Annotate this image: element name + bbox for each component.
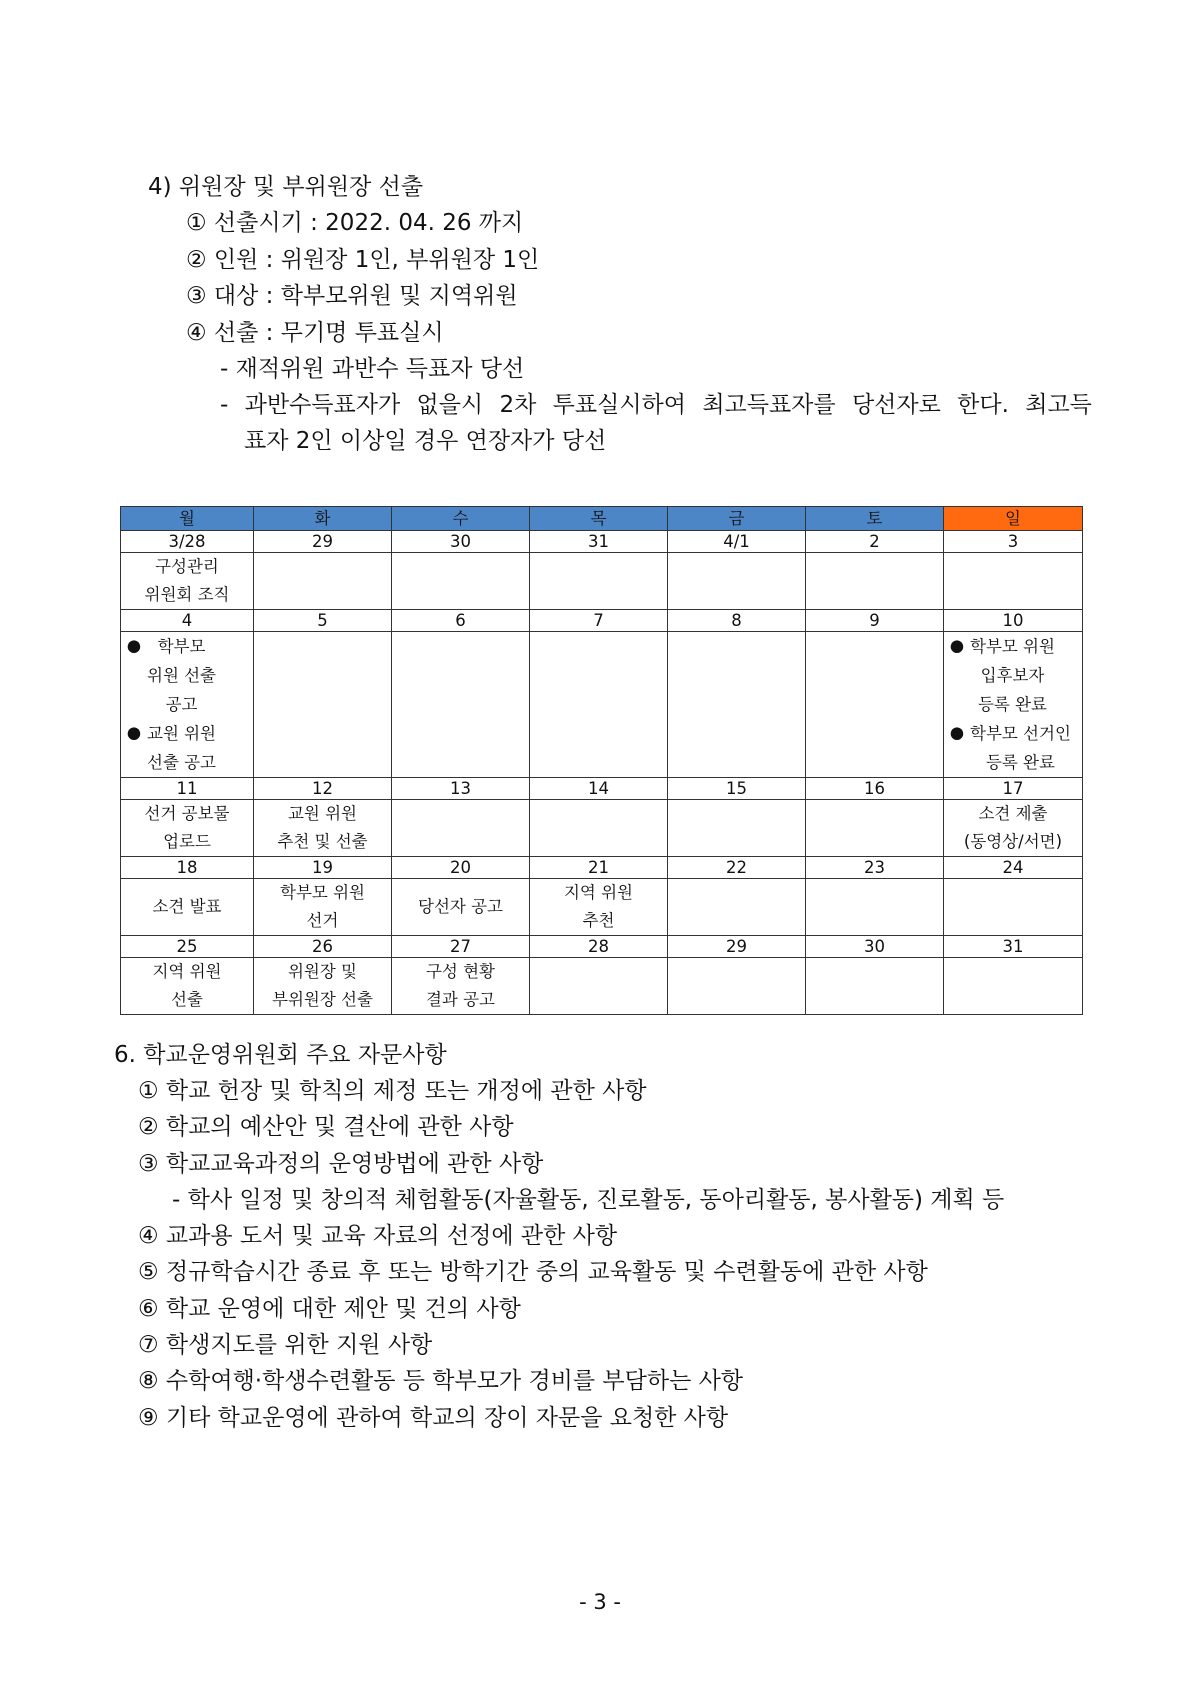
- section4-item-1: ① 선출시기 : 2022. 04. 26 까지: [186, 210, 524, 236]
- event-cell: [806, 958, 944, 1015]
- date-row: [121, 936, 1083, 958]
- schedule-calendar: [120, 506, 1083, 1015]
- event-cell: [254, 632, 392, 778]
- event-cell: 학부모 위원 선거: [254, 879, 392, 936]
- date-cell: 18: [121, 857, 254, 879]
- section4-item-3: ③ 대상 : 학부모위원 및 지역위원: [186, 283, 518, 309]
- date-cell: 29: [254, 531, 392, 553]
- bullet-item: [121, 632, 253, 719]
- dash2-word: 최고득: [1025, 392, 1092, 418]
- event-cell: [121, 632, 254, 778]
- date-cell: 11: [121, 778, 254, 800]
- dash2-word: 최고득표자를: [702, 392, 836, 418]
- bullet-item: [944, 719, 1082, 777]
- event-row: [121, 632, 1083, 778]
- dash2-word: 당선자로: [851, 392, 941, 418]
- date-cell: 20: [392, 857, 530, 879]
- section6-item: ⑧ 수학여행·학생수련활동 등 학부모가 경비를 부담하는 사항: [138, 1368, 744, 1394]
- event-text: 학부모 위원 입후보자 등록 완료: [970, 637, 1055, 714]
- event-cell: 구성 현황 결과 공고: [392, 958, 530, 1015]
- section6-item: ⑥ 학교 운영에 대한 제안 및 건의 사항: [138, 1296, 521, 1322]
- date-cell: 19: [254, 857, 392, 879]
- event-text: 교원 위원 선출 공고: [147, 724, 217, 772]
- section6-item: ③ 학교교육과정의 운영방법에 관한 사항: [138, 1151, 544, 1177]
- date-cell: 5: [254, 610, 392, 632]
- date-cell: 21: [530, 857, 668, 879]
- date-cell: 27: [392, 936, 530, 958]
- date-row: [121, 857, 1083, 879]
- section4-dash-1: - 재적위원 과반수 득표자 당선: [220, 356, 525, 382]
- event-cell: [944, 958, 1083, 1015]
- date-cell: 6: [392, 610, 530, 632]
- date-row: [121, 531, 1083, 553]
- event-cell: [530, 553, 668, 610]
- dash2-word: 2차: [499, 392, 537, 418]
- date-cell: 4: [121, 610, 254, 632]
- event-cell: [392, 800, 530, 857]
- bullet-item: [121, 719, 253, 777]
- section6-item: ⑨ 기타 학교운영에 관하여 학교의 장이 자문을 요청한 사항: [138, 1405, 729, 1431]
- section4-dash-2-continued: 표자 2인 이상일 경우 연장자가 당선: [244, 428, 607, 454]
- date-cell: 28: [530, 936, 668, 958]
- event-row: [121, 879, 1083, 936]
- date-cell: 2: [806, 531, 944, 553]
- bullet-icon: ●: [126, 636, 142, 655]
- date-cell: 14: [530, 778, 668, 800]
- bullet-item: [944, 632, 1082, 719]
- date-cell: 23: [806, 857, 944, 879]
- date-cell: 25: [121, 936, 254, 958]
- section6-item: ④ 교과용 도서 및 교육 자료의 선정에 관한 사항: [138, 1223, 618, 1249]
- dash2-word: 과반수득표자가: [244, 392, 401, 418]
- date-cell: 3: [944, 531, 1083, 553]
- date-cell: 7: [530, 610, 668, 632]
- event-cell: [806, 553, 944, 610]
- dash2-word: -: [220, 392, 229, 418]
- date-row: [121, 610, 1083, 632]
- event-cell: [944, 879, 1083, 936]
- event-cell: 지역 위원 추천: [530, 879, 668, 936]
- date-cell: 30: [806, 936, 944, 958]
- event-cell: [944, 632, 1083, 778]
- section6-item: ⑤ 정규학습시간 종료 후 또는 방학기간 중의 교육활동 및 수련활동에 관한 사항: [138, 1259, 928, 1285]
- date-cell: 22: [668, 857, 806, 879]
- date-cell: 26: [254, 936, 392, 958]
- section6-item: ① 학교 헌장 및 학칙의 제정 또는 개정에 관한 사항: [138, 1078, 647, 1104]
- weekday-header: 월: [121, 507, 254, 531]
- bullet-icon: ●: [126, 723, 142, 742]
- event-row: [121, 553, 1083, 610]
- dash2-word: 투표실시하여: [552, 392, 686, 418]
- section4-title: 4) 위원장 및 부위원장 선출: [148, 174, 424, 200]
- event-cell: [668, 958, 806, 1015]
- event-cell: 소견 발표: [121, 879, 254, 936]
- date-cell: 8: [668, 610, 806, 632]
- date-cell: 17: [944, 778, 1083, 800]
- date-cell: 10: [944, 610, 1083, 632]
- event-cell: [392, 553, 530, 610]
- event-cell: 선거 공보물 업로드: [121, 800, 254, 857]
- date-cell: 16: [806, 778, 944, 800]
- bullet-icon: ●: [949, 636, 965, 655]
- date-cell: 30: [392, 531, 530, 553]
- event-cell: [806, 879, 944, 936]
- event-text: 학부모 위원 선출 공고: [147, 637, 217, 714]
- date-cell: 29: [668, 936, 806, 958]
- date-cell: 9: [806, 610, 944, 632]
- event-cell: 구성관리 위원회 조직: [121, 553, 254, 610]
- event-cell: [392, 632, 530, 778]
- section6-item: ② 학교의 예산안 및 결산에 관한 사항: [138, 1114, 514, 1140]
- event-cell: [668, 800, 806, 857]
- weekday-header: 금: [668, 507, 806, 531]
- event-row: [121, 958, 1083, 1015]
- event-cell: 당선자 공고: [392, 879, 530, 936]
- date-cell: 13: [392, 778, 530, 800]
- event-cell: [530, 632, 668, 778]
- event-cell: 지역 위원 선출: [121, 958, 254, 1015]
- dash2-word: 한다.: [957, 392, 1009, 418]
- event-cell: [806, 632, 944, 778]
- bullet-icon: ●: [949, 723, 965, 742]
- event-cell: [530, 958, 668, 1015]
- dash2-word: 없을시: [416, 392, 484, 418]
- event-cell: [668, 632, 806, 778]
- event-cell: [530, 800, 668, 857]
- section4-item-2: ② 인원 : 위원장 1인, 부위원장 1인: [186, 247, 540, 273]
- date-cell: 12: [254, 778, 392, 800]
- section4-dash-2: [220, 390, 1092, 420]
- event-cell: [668, 553, 806, 610]
- date-cell: 3/28: [121, 531, 254, 553]
- weekday-header: 토: [806, 507, 944, 531]
- page-number: - 3 -: [579, 1590, 621, 1614]
- date-cell: 24: [944, 857, 1083, 879]
- weekday-header-sunday: 일: [944, 507, 1083, 531]
- section6-item: ⑦ 학생지도를 위한 지원 사항: [138, 1332, 433, 1358]
- weekday-header: 화: [254, 507, 392, 531]
- event-cell: 교원 위원 추천 및 선출: [254, 800, 392, 857]
- date-cell: 4/1: [668, 531, 806, 553]
- event-cell: [254, 553, 392, 610]
- date-cell: 31: [530, 531, 668, 553]
- date-row: [121, 778, 1083, 800]
- weekday-header: 수: [392, 507, 530, 531]
- date-cell: 31: [944, 936, 1083, 958]
- event-cell: [668, 879, 806, 936]
- section6-title: 6. 학교운영위원회 주요 자문사항: [114, 1042, 447, 1068]
- event-text: 학부모 선거인 등록 완료: [970, 724, 1071, 772]
- weekday-header: 목: [530, 507, 668, 531]
- event-row: [121, 800, 1083, 857]
- event-cell: [806, 800, 944, 857]
- event-cell: [944, 553, 1083, 610]
- section6-subitem: - 학사 일정 및 창의적 체험활동(자율활동, 진로활동, 동아리활동, 봉사활동) 계획 등: [172, 1187, 1005, 1213]
- calendar-header-row: [121, 507, 1083, 531]
- event-cell: 위원장 및 부위원장 선출: [254, 958, 392, 1015]
- event-cell: 소견 제출 (동영상/서면): [944, 800, 1083, 857]
- section4-item-4: ④ 선출 : 무기명 투표실시: [186, 320, 444, 346]
- date-cell: 15: [668, 778, 806, 800]
